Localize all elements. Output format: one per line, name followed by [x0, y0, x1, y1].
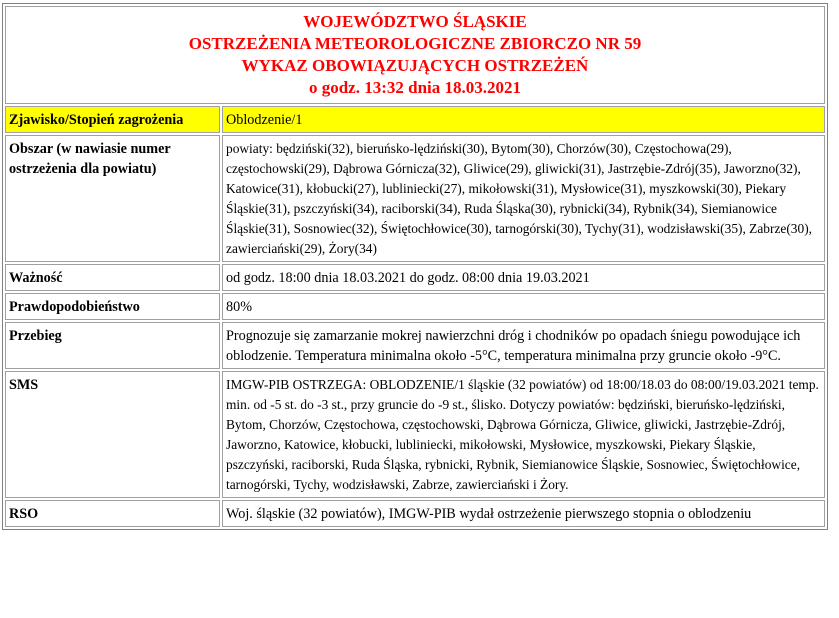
probability-value: 80%	[222, 293, 825, 320]
course-label: Przebieg	[5, 322, 220, 369]
header-cell	[5, 6, 825, 104]
rso-row	[5, 500, 825, 527]
header-bulletin-number: OSTRZEŻENIA METEOROLOGICZNE ZBIORCZO NR 59	[188, 34, 642, 53]
phenomenon-label: Zjawisko/Stopień zagrożenia	[5, 106, 220, 133]
probability-row	[5, 293, 825, 320]
rso-label: RSO	[5, 500, 220, 527]
header-list-title: WYKAZ OBOWIĄZUJĄCYCH OSTRZEŻEŃ	[241, 56, 589, 75]
course-value: Prognozuje się zamarzanie mokrej nawierzchni dróg i chodników po opadach śniegu powodujące ich oblodzenie. Temperatura minimalna około -5°C, temperatura minimalna przy gruncie około -9°C.	[222, 322, 825, 369]
course-row	[5, 322, 825, 369]
area-row	[5, 135, 825, 262]
rso-value: Woj. śląskie (32 powiatów), IMGW-PIB wydał ostrzeżenie pierwszego stopnia o oblodzeniu	[222, 500, 825, 527]
area-label: Obszar (w nawiasie numer ostrzeżenia dla powiatu)	[5, 135, 220, 262]
sms-label: SMS	[5, 371, 220, 498]
sms-row	[5, 371, 825, 498]
sms-value: IMGW-PIB OSTRZEGA: OBLODZENIE/1 śląskie (32 powiatów) od 18:00/18.03 do 08:00/19.03.2021 temp. min. od -5 st. do -3 st., przy gruncie do -9 st., ślisko. Dotyczy powiatów: będziński, bieruńsko-lędziński, Bytom, Chorzów, Częstochowa, częstochowski, Dąbrowa Górnicza, Gliwice, gliwicki, Jastrzębie-Zdrój, Jaworzno, Katowice, kłobucki, lubliniecki, mikołowski, Mysłowice, myszkowski, Piekary Śląskie, pszczyński, raciborski, Ruda Śląska, rybnicki, Rybnik, Siemianowice Śląskie, Sosnowiec, Świętochłowice, tarnogórski, Tychy, wodzisławski, Zabrze, zawierciański i Żory.	[222, 371, 825, 498]
validity-label: Ważność	[5, 264, 220, 291]
phenomenon-row	[5, 106, 825, 133]
warning-table	[2, 3, 828, 530]
validity-row	[5, 264, 825, 291]
header-region: WOJEWÓDZTWO ŚLĄSKIE	[303, 12, 527, 31]
validity-value: od godz. 18:00 dnia 18.03.2021 do godz. 08:00 dnia 19.03.2021	[222, 264, 825, 291]
area-value: powiaty: będziński(32), bieruńsko-lędziński(30), Bytom(30), Chorzów(30), Częstochowa(29), częstochowski(29), Dąbrowa Górnicza(32), Gliwice(29), gliwicki(31), Jastrzębie-Zdrój(35), Jaworzno(32), Katowice(31), kłobucki(27), lubliniecki(27), mikołowski(31), Mysłowice(31), myszkowski(30), Piekary Śląskie(31), pszczyński(34), raciborski(34), Ruda Śląska(30), rybnicki(34), Rybnik(34), Siemianowice Śląskie(31), Sosnowiec(32), Świętochłowice(30), tarnogórski(30), Tychy(31), wodzisławski(35), Zabrze(30), zawierciański(29), Żory(34)	[222, 135, 825, 262]
header-row	[5, 6, 825, 104]
phenomenon-value: Oblodzenie/1	[222, 106, 825, 133]
probability-label: Prawdopodobieństwo	[5, 293, 220, 320]
header-timestamp: o godz. 13:32 dnia 18.03.2021	[308, 78, 522, 97]
